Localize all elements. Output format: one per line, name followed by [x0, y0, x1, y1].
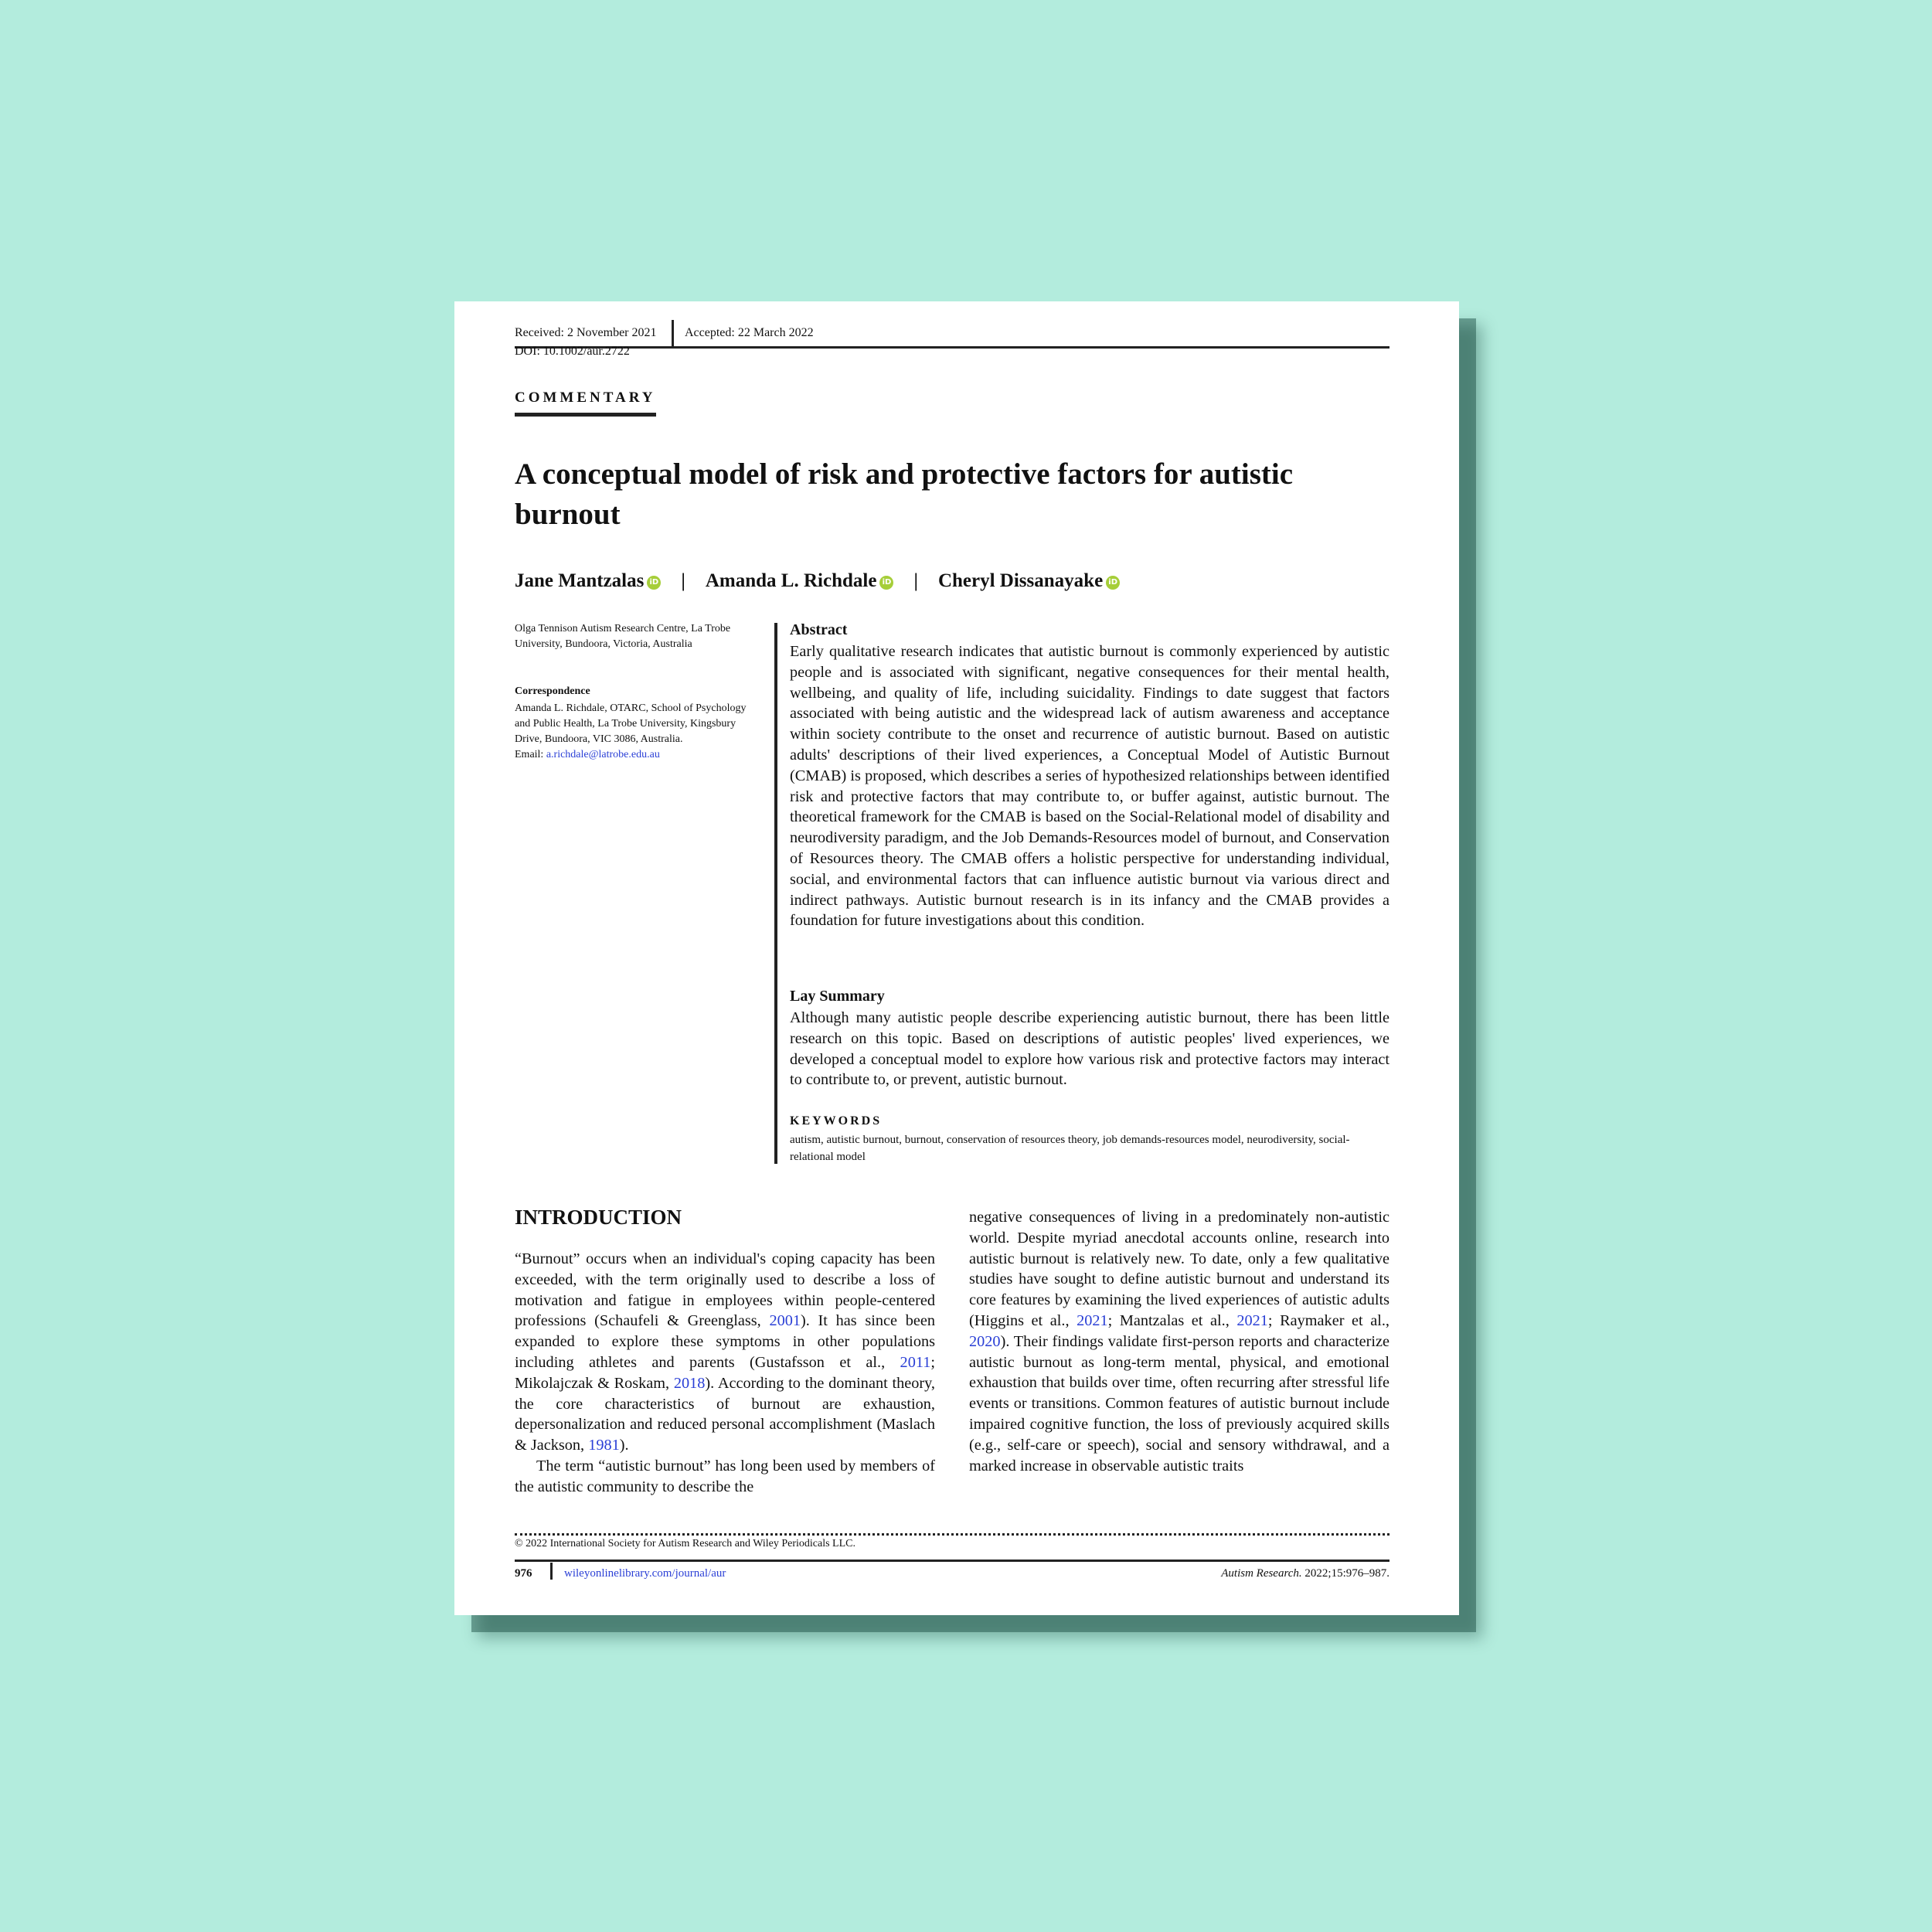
correspondence-address: Amanda L. Richdale, OTARC, School of Psychology and Public Health, La Trobe University, Kingsbury Drive, Bundoora, VIC 3086, Australia.	[515, 702, 747, 745]
page-number: 976	[515, 1567, 532, 1580]
citation-link[interactable]: 2001	[769, 1312, 801, 1330]
footer-dotted-rule	[515, 1533, 1389, 1536]
correspondence-heading: Correspondence	[515, 685, 590, 697]
abstract-rule	[774, 623, 777, 1164]
introduction-heading: INTRODUCTION	[515, 1206, 682, 1229]
keywords-text: autism, autistic burnout, burnout, conservation of resources theory, job demands-resources model, neurodiversity, social-relational model	[790, 1134, 1350, 1163]
header-separator	[672, 320, 674, 346]
author-name[interactable]: Jane Mantzalas	[515, 570, 645, 591]
footer-separator	[550, 1563, 553, 1580]
journal-citation	[1150, 1567, 1389, 1580]
orcid-icon[interactable]: iD	[1106, 576, 1120, 590]
orcid-icon[interactable]: iD	[879, 576, 893, 590]
author-name[interactable]: Amanda L. Richdale	[705, 570, 877, 591]
body-column-right: negative consequences of living in a predominately non-autistic world. Despite myriad anecdotal accounts online, research into autistic burnout is relatively new. To date, only a few qualitative studies have sought to define autistic burnout and understand its core features by examining the lived experiences of autistic adults (Higgins et al., 2021; Mantzalas et al., 2021; Raymaker et al., 2020). Their findings validate first-person reports and characterize autistic burnout as long-term mental, physical, and emotional exhaustion that builds over time, often recurring after stressful life events or transitions. Common features of autistic burnout include impaired cognitive function, the loss of previously acquired skills (e.g., self-care or speech), social and sensory withdrawal, and a marked increase in observable autistic traits	[969, 1209, 1389, 1475]
email-link[interactable]: a.richdale@latrobe.edu.au	[546, 749, 660, 760]
journal-url-link[interactable]: wileyonlinelibrary.com/journal/aur	[564, 1567, 726, 1580]
citation-link[interactable]: 2018	[673, 1374, 706, 1392]
paper-page	[454, 301, 1459, 1615]
citation-link[interactable]: 2011	[900, 1353, 931, 1371]
journal-name: Autism Research.	[1221, 1567, 1302, 1580]
copyright: © 2022 International Society for Autism Research and Wiley Periodicals LLC.	[515, 1538, 855, 1549]
citation-link[interactable]: 1981	[588, 1437, 620, 1454]
author-name[interactable]: Cheryl Dissanayake	[937, 570, 1104, 591]
abstract-heading: Abstract	[790, 621, 848, 638]
email-label: Email:	[515, 749, 546, 760]
citation-link[interactable]: 2020	[969, 1332, 1001, 1350]
affiliation: Olga Tennison Autism Research Centre, La Trobe University, Bundoora, Victoria, Australia	[515, 623, 731, 650]
article-type: COMMENTARY	[515, 389, 656, 417]
citation-volume: 2022;15:976–987.	[1301, 1567, 1389, 1580]
lay-summary-text: Although many autistic people describe experiencing autistic burnout, there has been little research on this topic. Based on descriptions of autistic peoples' lived experiences, we developed a conceptual model to explore how various risk and protective factors may interact to contribute to, or prevent, autistic burnout.	[790, 1009, 1389, 1089]
citation-link[interactable]: 2021	[1077, 1311, 1108, 1329]
paragraph: “Burnout” occurs when an individual's coping capacity has been exceeded, with the term originally used to describe a loss of motivation and fatigue in employees within people-centered professions (Schaufeli & Greenglass, 2001). It has since been expanded to explore these symptoms in other populations including athletes and parents (Gustafsson et al., 2011; Mikolajczak & Roskam, 2018). According to the dominant theory, the core characteristics of burnout are exhaustion, depersonalization and reduced personal accomplishment (Maslach & Jackson, 1981).	[515, 1250, 936, 1454]
doi: DOI: 10.1002/aur.2722	[515, 345, 630, 358]
footer-rule	[515, 1560, 1389, 1562]
paragraph: The term “autistic burnout” has long been used by members of the autistic community to describe the	[515, 1457, 935, 1495]
body-column-left	[515, 1249, 935, 1498]
accepted-date: Accepted: 22 March 2022	[685, 326, 814, 339]
keywords-heading: KEYWORDS	[790, 1114, 883, 1128]
article-title: A conceptual model of risk and protective factors for autistic burnout	[515, 457, 1294, 531]
dates-header	[515, 320, 1389, 349]
lay-summary-heading: Lay Summary	[790, 988, 885, 1005]
author-list	[515, 570, 1120, 592]
correspondence-text	[515, 701, 750, 763]
author-separator: |	[913, 570, 918, 591]
author-separator: |	[681, 570, 685, 591]
received-date: Received: 2 November 2021	[515, 326, 657, 339]
citation-link[interactable]: 2021	[1236, 1311, 1268, 1329]
orcid-icon[interactable]: iD	[647, 576, 661, 590]
abstract-text: Early qualitative research indicates that autistic burnout is commonly experienced by autistic people and is associated with significant, negative consequences for their mental health, wellbeing, and quality of life, including suicidality. Findings to date suggest that factors associated with being autistic and the widespread lack of autism awareness and acceptance within society contribute to the onset and recurrence of autistic burnout. Based on autistic adults' descriptions of their lived experiences, a Conceptual Model of Autistic Burnout (CMAB) is proposed, which describes a series of hypothesized relationships between identified risk and protective factors that may contribute to, or buffer against, autistic burnout. The theoretical framework for the CMAB is based on the Social-Relational model of disability and neurodiversity paradigm, and the Job Demands-Resources model of burnout, and Conservation of Resources theory. The CMAB offers a holistic perspective for understanding individual, social, and environmental factors that can influence autistic burnout via various direct and indirect pathways. Autistic burnout research is in its infancy and the CMAB provides a foundation for future investigations about this condition.	[790, 643, 1389, 930]
